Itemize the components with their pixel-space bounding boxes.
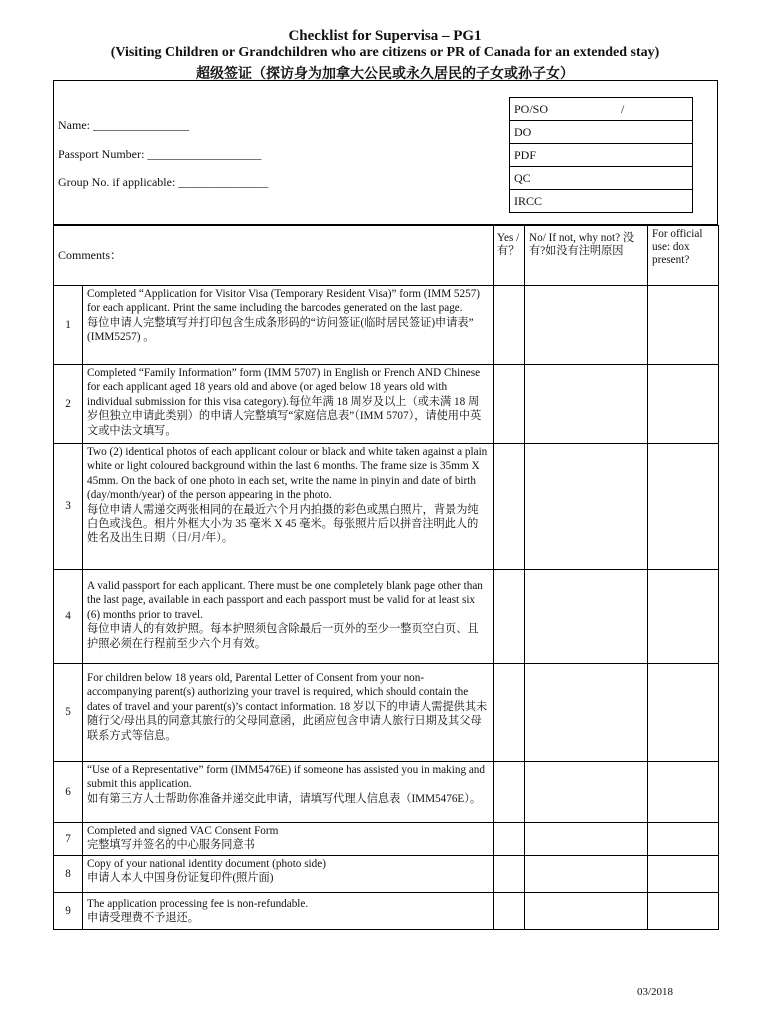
group-number-field[interactable]: Group No. if applicable: _______________ [58,175,269,189]
item-text-en: Completed “Family Information” form (IMM 5707) in English or French AND Chinese for each applicant aged 18 years old and above (or aged below 18 years old with individual submission for this visa category). [87,367,481,408]
item-text-zh: 每位申请人完整填写并打印包含生成条形码的“访问签证(临时居民签证)申请表” (IMM5257) 。 [87,316,474,344]
official-use-cell[interactable] [648,365,719,444]
item-number: 9 [54,893,83,930]
yes-column-header: Yes / 有？ [494,226,525,286]
checklist-row [54,823,719,856]
item-number: 7 [54,823,83,856]
yes-cell[interactable] [494,762,525,823]
office-posso-label: PO/SO [514,101,549,116]
item-number: 1 [54,286,83,365]
office-posso-separator: / [621,101,625,116]
office-posso-cell[interactable] [510,98,693,121]
page-subtitle-chinese: 超级签证（探访身为加拿大公民或永久居民的子女或孙子女） [196,67,574,82]
official-use-cell[interactable] [648,893,719,930]
item-description [83,286,494,365]
item-text-zh: 下的申请人需提供其未随行父/母出具的同意其旅行的父母同意函，此函应包含申请人旅行日期及其父母联系方式等信息。 [87,700,488,742]
office-ircc-cell[interactable]: IRCC [510,190,693,213]
yes-cell[interactable] [494,286,525,365]
passport-number-field[interactable]: Passport Number: ___________________ [58,147,262,161]
page-title: Checklist for Supervisa – PG1 [288,28,482,44]
official-use-cell[interactable] [648,823,719,856]
no-reason-cell[interactable] [525,856,648,893]
yes-cell[interactable] [494,664,525,762]
no-reason-cell[interactable] [525,444,648,570]
item-text-zh: 每位申请人需递交两张相同的在最近六个月内拍摄的彩色或黑白照片，背景为纯白色或浅色。相片外框大小为 35 毫米 X 45 毫米。每张照片后以拼音注明此人的姓名及出生日期（日/月/年）。 [87,503,479,545]
item-description [83,893,494,930]
item-text-en: Two (2) identical photos of each applicant colour or black and white taken against a plain white or light coloured background within the last 6 months. The frame size is 35mm X 45mm. On the back of one photo in each set, write the name in pinyin and date of birth (day/month/year) of the person appearing in the photo. [87,446,488,502]
yes-cell[interactable] [494,823,525,856]
checklist-row [54,444,719,570]
official-use-cell[interactable] [648,570,719,664]
official-use-cell[interactable] [648,856,719,893]
item-text-zh: 申请人本人中国身份证复印件(照片面) [87,872,274,885]
checklist-row [54,286,719,365]
yes-cell[interactable] [494,365,525,444]
item-text-en: The application processing fee is non-refundable. [87,898,309,910]
item-number: 5 [54,664,83,762]
item-number: 3 [54,444,83,570]
official-use-cell[interactable] [648,664,719,762]
item-description [83,664,494,762]
yes-cell[interactable] [494,893,525,930]
item-text-en: Copy of your national identity document (photo side) [87,858,326,870]
official-use-cell[interactable] [648,286,719,365]
item-number: 4 [54,570,83,664]
checklist-row [54,570,719,664]
item-description [83,823,494,856]
office-do-cell[interactable]: DO [510,121,693,144]
checklist-row [54,856,719,893]
office-pdf-cell[interactable]: PDF [510,144,693,167]
item-text-zh: 完整填写并签名的中心服务同意书 [87,839,255,852]
item-description [83,444,494,570]
item-text-zh: 每位年满 18 周岁及以上（或未满 18 周岁但独立申请此类别）的申请人完整填写“家庭信息表”（IMM 5707），请使用中英文或中法文填写。 [87,395,482,437]
checklist-row [54,893,719,930]
item-number: 6 [54,762,83,823]
no-reason-cell[interactable] [525,823,648,856]
page-subtitle: (Visiting Children or Grandchildren who are citizens or PR of Canada for an extended stay) [110,45,660,60]
checklist-row [54,762,719,823]
checklist-row [54,664,719,762]
item-description [83,856,494,893]
no-reason-cell[interactable] [525,893,648,930]
official-use-column-header: For official use: dox present? [648,226,719,286]
yes-cell[interactable] [494,444,525,570]
item-number: 2 [54,365,83,444]
item-number: 8 [54,856,83,893]
item-text-en: For children below 18 years old, Parental Letter of Consent from your non-accompanying parent(s) authorizing your travel is required, which should contain the dates of travel and your parent(s)’s contact information. 18 岁以 [87,672,469,713]
item-description [83,762,494,823]
item-text-en: Completed and signed VAC Consent Form [87,825,279,837]
item-description [83,570,494,664]
official-use-cell[interactable] [648,444,719,570]
official-use-cell[interactable] [648,762,719,823]
item-text-en: A valid passport for each applicant. There must be one completely blank page other than the last page, available in each passport and each passport must be valid for at least six (6) months prior to travel. [87,580,483,621]
checklist-table [53,225,719,930]
comments-header: Comments： [54,226,494,286]
no-column-header: No/ If not, why not? 没有?如没有注明原因 [525,226,648,286]
revision-date: 03/2018 [637,986,674,998]
name-field[interactable]: Name: ________________ [58,118,189,132]
applicant-info-box [53,80,718,225]
checklist-row [54,365,719,444]
item-text-en: Completed “Application for Visitor Visa (Temporary Resident Visa)” form (IMM 5257) for each applicant. Print the same including the barcodes generated on the last page. [87,288,481,315]
item-text-zh: 每位申请人的有效护照。每本护照须包含除最后一页外的至少一整页空白页、且护照必须在行程前至少六个月有效。 [87,623,479,650]
checklist-header-row [54,226,719,286]
no-reason-cell[interactable] [525,664,648,762]
no-reason-cell[interactable] [525,365,648,444]
yes-cell[interactable] [494,856,525,893]
item-text-zh: 申请受理费不予退还。 [87,912,199,925]
no-reason-cell[interactable] [525,286,648,365]
item-description [83,365,494,444]
office-use-table [509,97,693,213]
no-reason-cell[interactable] [525,762,648,823]
no-reason-cell[interactable] [525,570,648,664]
yes-cell[interactable] [494,570,525,664]
office-qc-cell[interactable]: QC [510,167,693,190]
item-text-zh: 如有第三方人士帮助你准备并递交此申请，请填写代理人信息表（IMM5476E）。 [87,792,482,805]
item-text-en: “Use of a Representative” form (IMM5476E) if someone has assisted you in making and submit this application. [87,764,485,791]
